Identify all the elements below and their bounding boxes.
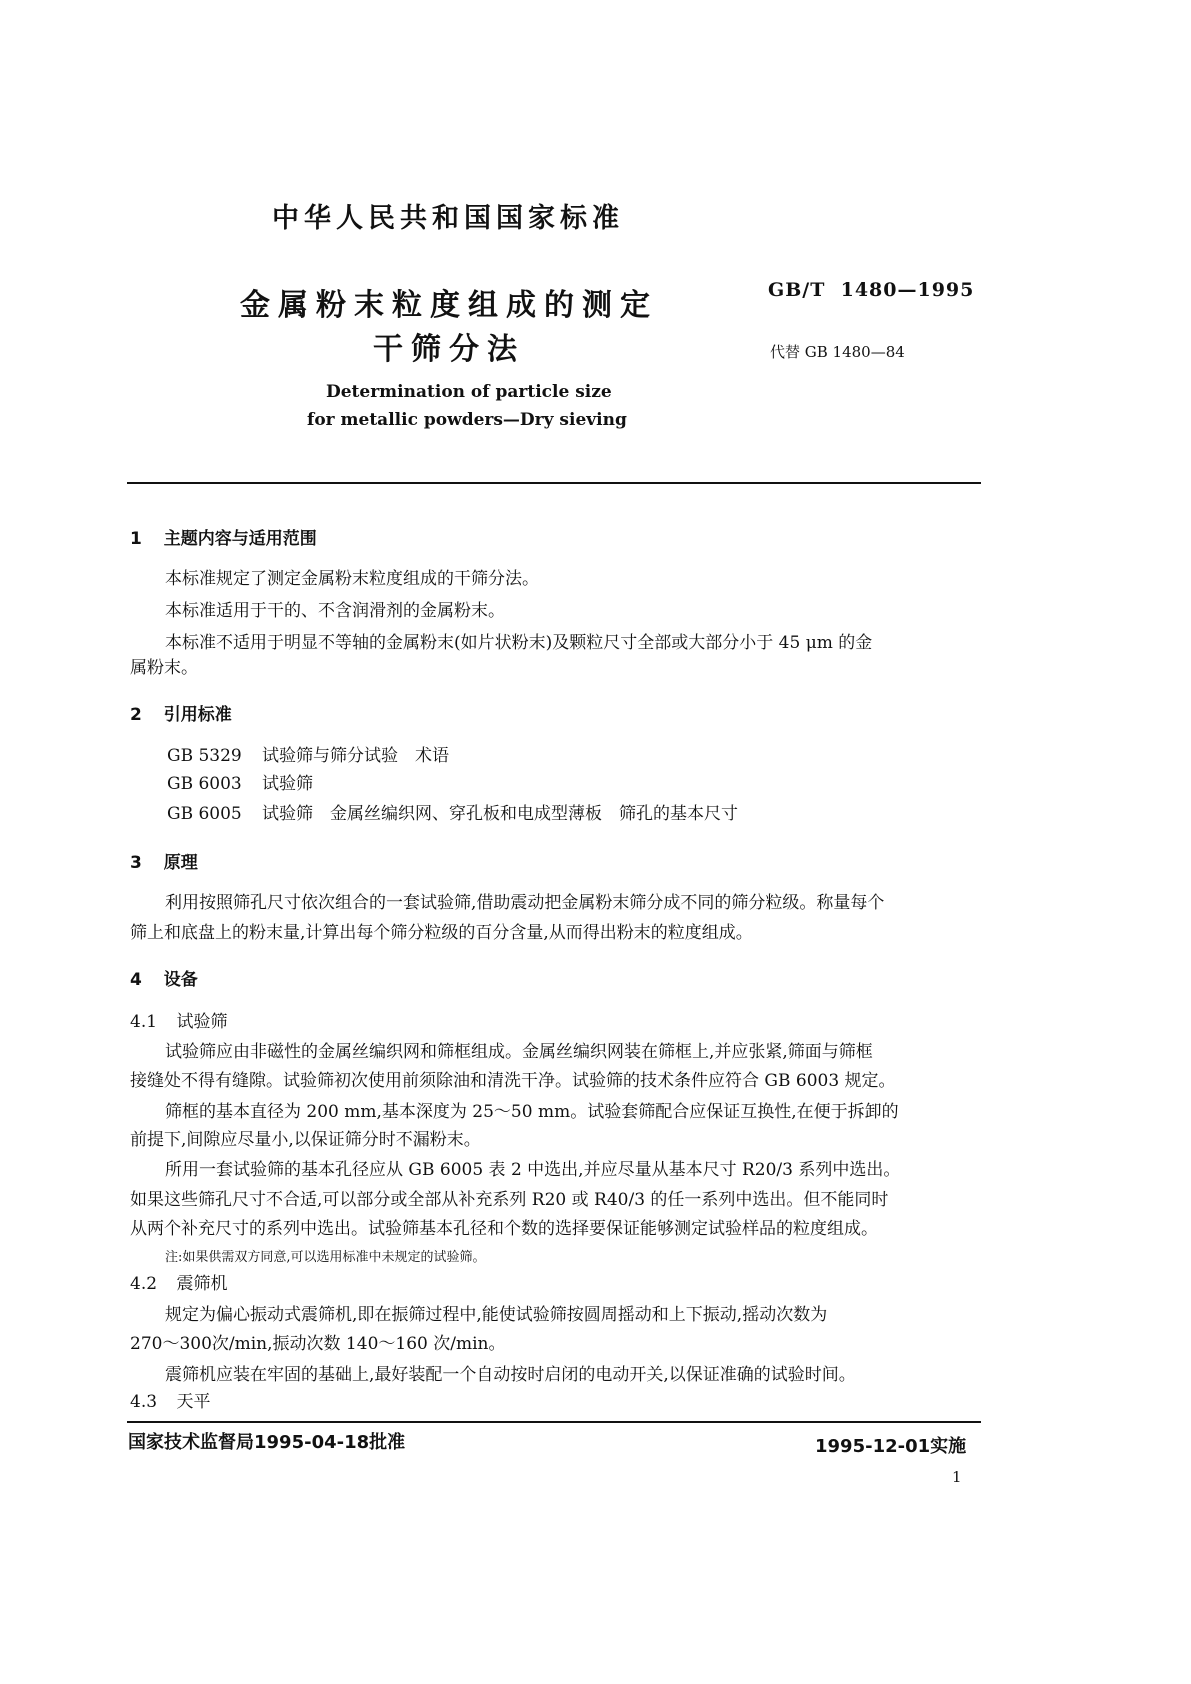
- paragraph: 规定为偏心振动式震筛机,即在振筛过程中,能使试验筛按圆周摇动和上下振动,摇动次数为: [165, 1305, 828, 1325]
- header-divider: [127, 482, 981, 484]
- paragraph-continuation: 从两个补充尺寸的系列中选出。试验筛基本孔径和个数的选择要保证能够测定试验样品的粒度组成。: [130, 1219, 878, 1239]
- approval-statement: 国家技术监督局1995-04-18批准: [128, 1432, 406, 1453]
- section-title: 引用标准: [163, 705, 232, 725]
- subsection-number: 4.3: [130, 1392, 158, 1412]
- english-title-line2: for metallic powders—Dry sieving: [307, 410, 627, 430]
- section-4-heading: [130, 965, 198, 990]
- paragraph-continuation: 前提下,间隙应尽量小,以保证筛分时不漏粉末。: [130, 1130, 481, 1150]
- paragraph: 所用一套试验筛的基本孔径应从 GB 6005 表 2 中选出,并应尽量从基本尺寸 R20/3 系列中选出。: [165, 1160, 901, 1180]
- subsection-title: 试验筛: [176, 1012, 228, 1032]
- paragraph: 利用按照筛孔尺寸依次组合的一套试验筛,借助震动把金属粉末筛分成不同的筛分粒级。称量每个: [165, 893, 885, 913]
- reference-code: GB 6005: [167, 804, 242, 824]
- reference-title: 试验筛: [262, 774, 313, 794]
- section-title: 原理: [163, 853, 198, 873]
- document-title-line1: 金属粉末粒度组成的测定: [240, 288, 658, 323]
- paragraph-continuation: 如果这些筛孔尺寸不合适,可以部分或全部从补充系列 R20 或 R40/3 的任一系列中选出。但不能同时: [130, 1190, 889, 1210]
- page-number: 1: [952, 1468, 962, 1486]
- section-number: 1: [130, 529, 142, 549]
- subsection-4-1-heading: [130, 1006, 227, 1038]
- section-3-heading: [130, 848, 198, 873]
- paragraph-continuation: 接缝处不得有缝隙。试验筛初次使用前须除油和清洗干净。试验筛的技术条件应符合 GB 6003 规定。: [130, 1071, 896, 1091]
- section-number: 4: [130, 970, 142, 990]
- reference-code: GB 6003: [167, 774, 242, 794]
- subsection-number: 4.1: [130, 1012, 158, 1032]
- paragraph: 试验筛应由非磁性的金属丝编织网和筛框组成。金属丝编织网装在筛框上,并应张紧,筛面与筛框: [165, 1042, 873, 1062]
- paragraph: 本标准不适用于明显不等轴的金属粉末(如片状粉末)及颗粒尺寸全部或大部分小于 45 μm 的金: [165, 633, 873, 653]
- section-number: 2: [130, 705, 142, 725]
- paragraph: 本标准规定了测定金属粉末粒度组成的干筛分法。: [165, 569, 539, 589]
- paragraph-continuation: 属粉末。: [130, 658, 198, 678]
- paragraph-continuation: 270～300次/min,振动次数 140～160 次/min。: [130, 1334, 506, 1354]
- reference-code: GB 5329: [167, 746, 242, 766]
- implementation-date: 1995-12-01实施: [815, 1436, 967, 1457]
- reference-item: [167, 798, 738, 830]
- subsection-4-2-heading: [130, 1268, 227, 1300]
- replaces-standard: 代替 GB 1480—84: [770, 343, 905, 361]
- subsection-number: 4.2: [130, 1274, 158, 1294]
- subsection-title: 天平: [176, 1392, 211, 1412]
- section-2-heading: [130, 700, 232, 725]
- reference-title: 试验筛 金属丝编织网、穿孔板和电成型薄板 筛孔的基本尺寸: [262, 804, 738, 824]
- paragraph: 筛框的基本直径为 200 mm,基本深度为 25～50 mm。试验套筛配合应保证互换性,在便于拆卸的: [165, 1102, 899, 1122]
- paragraph: 震筛机应装在牢固的基础上,最好装配一个自动按时启闭的电动开关,以保证准确的试验时间。: [165, 1365, 856, 1385]
- subsection-4-3-heading: [130, 1386, 210, 1418]
- section-title: 设备: [163, 970, 198, 990]
- section-1-heading: [130, 524, 317, 549]
- section-number: 3: [130, 853, 142, 873]
- standard-code: GB/T 1480—1995: [768, 279, 975, 301]
- footer-divider: [127, 1421, 981, 1423]
- section-title: 主题内容与适用范围: [163, 529, 317, 549]
- note: 注:如果供需双方同意,可以选用标准中未规定的试验筛。: [165, 1250, 486, 1265]
- reference-item: [167, 768, 313, 800]
- subsection-title: 震筛机: [176, 1274, 228, 1294]
- document-title-line2: 干筛分法: [373, 332, 525, 367]
- reference-title: 试验筛与筛分试验 术语: [262, 746, 449, 766]
- national-standard-heading: 中华人民共和国国家标准: [272, 203, 624, 234]
- english-title-line1: Determination of particle size: [326, 382, 612, 402]
- paragraph-continuation: 筛上和底盘上的粉末量,计算出每个筛分粒级的百分含量,从而得出粉末的粒度组成。: [130, 923, 753, 943]
- paragraph: 本标准适用于干的、不含润滑剂的金属粉末。: [165, 601, 505, 621]
